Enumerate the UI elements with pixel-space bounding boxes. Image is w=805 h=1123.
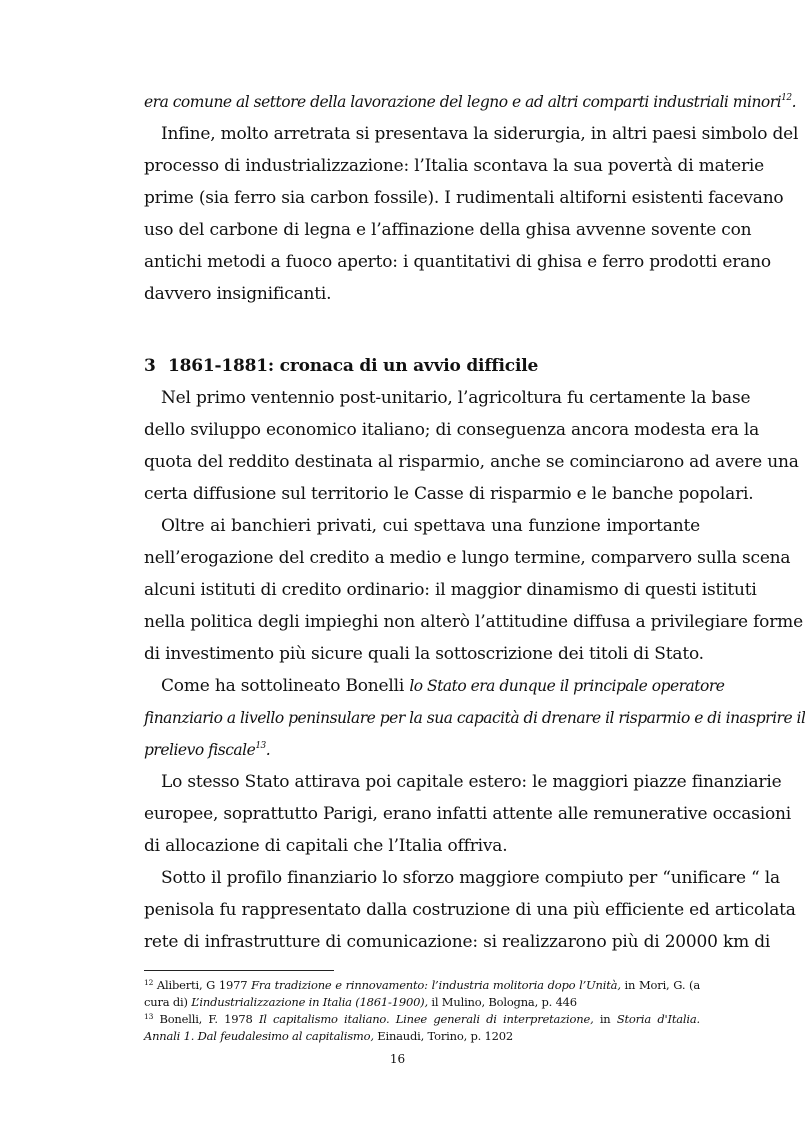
footnote-ref[interactable]: 12 <box>781 93 792 103</box>
footnotes <box>144 970 700 1045</box>
text-line: certa diffusione sul territorio le Casse di risparmio e le banche popolari. <box>144 484 754 504</box>
section-heading <box>144 350 700 382</box>
text-line: nell’erogazione del credito a medio e lungo termine, comparvero sulla scena <box>144 548 791 568</box>
footnote-number: 13 <box>144 1012 154 1021</box>
paragraph-gap <box>144 310 700 342</box>
text-span: Bonelli, F. 1978 <box>153 1012 259 1026</box>
text-span: era comune al settore della lavorazione del legno e ad altri comparti industriali minori <box>144 93 782 111</box>
text-line: dello sviluppo economico italiano; di conseguenza ancora modesta era la <box>144 420 759 440</box>
page-body <box>144 86 805 958</box>
text-line: di investimento più sicure quali la sottoscrizione dei titoli di Stato. <box>144 644 704 664</box>
text-line: nella politica degli impieghi non alterò l’attitudine diffusa a privilegiare forme <box>144 612 803 632</box>
text-line: Infine, molto arretrata si presentava la siderurgia, in altri paesi simbolo del <box>161 124 799 144</box>
text-span: in <box>593 1012 617 1026</box>
text-line <box>144 734 700 766</box>
text-line: antichi metodi a fuoco aperto: i quantitativi di ghisa e ferro prodotti erano <box>144 252 771 272</box>
text-span: in Mori, G. (a cura di) <box>144 978 701 1009</box>
title-span: Il capitalismo italiano. Linee generali di interpretazione, <box>258 1012 594 1026</box>
text-span: Aliberti, G 1977 <box>153 978 252 992</box>
footnote-number: 12 <box>144 978 154 987</box>
quote-span: prelievo fiscale <box>144 741 256 759</box>
text-line: Oltre ai banchieri privati, cui spettava una funzione importante <box>161 516 700 536</box>
footnote-divider <box>144 970 334 971</box>
text-line: di allocazione di capitali che l’Italia offriva. <box>144 836 508 856</box>
text-line: europee, soprattutto Parigi, erano infatti attente alle remunerative occasioni <box>144 804 791 824</box>
text-line: penisola fu rappresentato dalla costruzione di una più efficiente ed articolata <box>144 900 796 920</box>
text-span: il Mulino, Bologna, p. 446 <box>427 995 577 1009</box>
text-line: Lo stesso Stato attirava poi capitale estero: le maggiori piazze finanziarie <box>161 772 782 792</box>
text-span: . <box>791 93 797 111</box>
text-line: uso del carbone di legna e l’affinazione della ghisa avvenne sovente con <box>144 220 752 240</box>
footnote-12 <box>144 977 700 1011</box>
page-number: 16 <box>389 1052 406 1066</box>
text-line: finanziario a livello peninsulare per la sua capacità di drenare il risparmio e di inasprire il <box>144 709 805 727</box>
text-line: rete di infrastrutture di comunicazione: si realizzarono più di 20000 km di <box>144 932 771 952</box>
section-number: 3 <box>144 356 156 376</box>
footnote-13 <box>144 1011 700 1045</box>
text-line: prime (sia ferro sia carbon fossile). I rudimentali altiforni esistenti facevano <box>144 188 784 208</box>
text-line: alcuni istituti di credito ordinario: il maggior dinamismo di questi istituti <box>144 580 757 600</box>
title-span: Fra tradizione e rinnovamento: l’industria molitoria dopo l’Unità, <box>251 978 621 992</box>
text-span: Come ha sottolineato Bonelli <box>161 676 410 696</box>
text-span: . <box>265 741 271 759</box>
text-line <box>144 86 797 118</box>
text-line: processo di industrializzazione: l’Italia scontava la sua povertà di materie <box>144 156 765 176</box>
text-line: Nel primo ventennio post-unitario, l’agricoltura fu certamente la base <box>161 388 751 408</box>
section-title: 1861-1881: cronaca di un avvio difficile <box>168 356 539 376</box>
quote-span: lo Stato era dunque il principale operatore <box>409 677 725 695</box>
text-line: quota del reddito destinata al risparmio, anche se cominciarono ad avere una <box>144 452 799 472</box>
text-line <box>144 670 725 702</box>
title-span: Storia d'Italia. Annali 1. Dal feudalesimo al capitalismo, <box>144 1012 700 1043</box>
footnote-ref[interactable]: 13 <box>255 741 266 751</box>
text-line: Sotto il profilo finanziario lo sforzo maggiore compiuto per “unificare “ la <box>161 868 780 888</box>
title-span: L’industrializzazione in Italia (1861-1900), <box>191 995 428 1009</box>
text-line: davvero insignificanti. <box>144 284 332 304</box>
text-span: Einaudi, Torino, p. 1202 <box>373 1029 514 1043</box>
